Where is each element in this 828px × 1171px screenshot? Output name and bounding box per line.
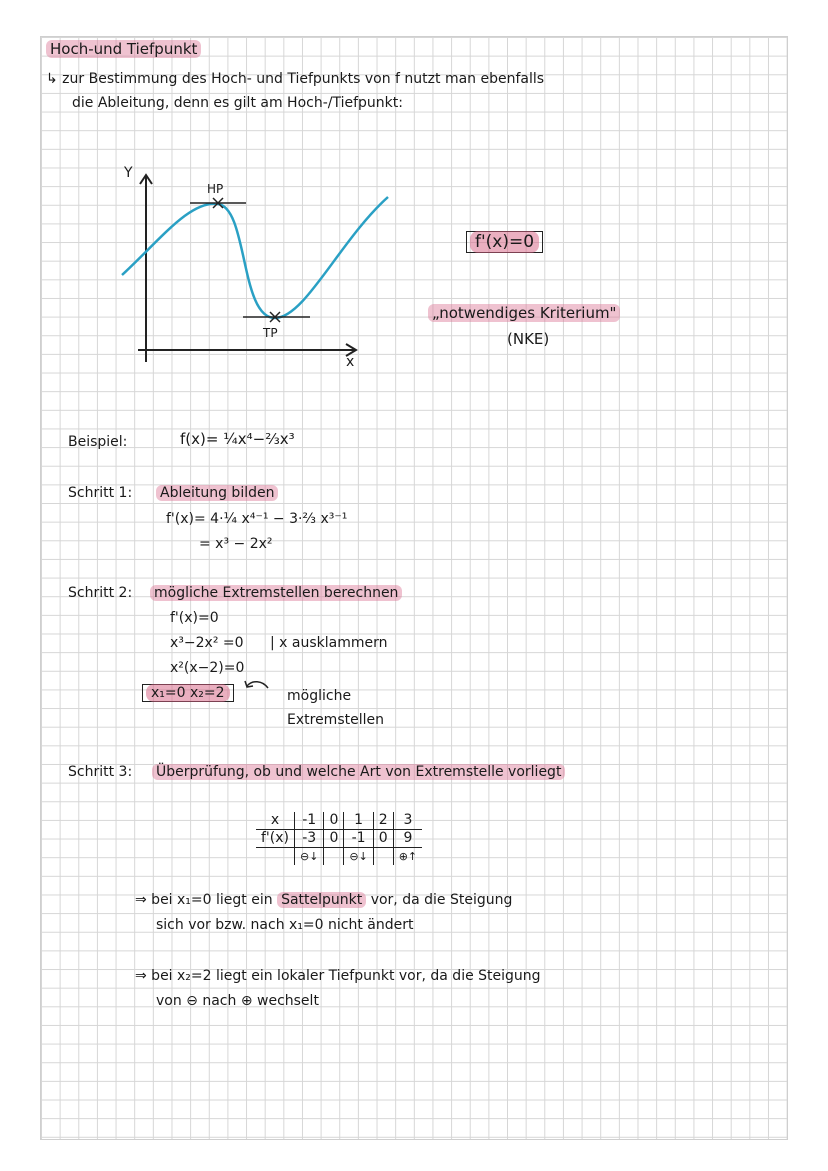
sign-cell bbox=[373, 848, 393, 866]
table-cell: 0 bbox=[373, 830, 393, 848]
step2-line2-note: | x ausklammern bbox=[270, 635, 388, 651]
table-row-label: x bbox=[256, 812, 295, 830]
step2-title: mögliche Extremstellen berechnen bbox=[150, 584, 402, 602]
sign-table bbox=[256, 812, 422, 865]
table-cell: 0 bbox=[324, 830, 344, 848]
step1-title: Ableitung bilden bbox=[156, 484, 278, 502]
conclusion2-line1: ⇒ bei x₂=2 liegt ein lokaler Tiefpunkt vor, da die Steigung bbox=[135, 968, 541, 984]
arrow-left-icon bbox=[244, 680, 274, 696]
tp-label: TP bbox=[263, 326, 278, 340]
conclusion1-line2: sich vor bzw. nach x₁=0 nicht ändert bbox=[156, 917, 414, 933]
sign-cell: ⊖↓ bbox=[344, 848, 373, 866]
table-cell: 1 bbox=[344, 812, 373, 830]
step2-label: Schritt 2: bbox=[68, 585, 133, 601]
table-cell: 0 bbox=[324, 812, 344, 830]
step2-note2: Extremstellen bbox=[287, 712, 384, 728]
x-axis-label: x bbox=[346, 354, 355, 370]
table-cell: 3 bbox=[393, 812, 422, 830]
table-cell: -1 bbox=[295, 812, 324, 830]
step1-label: Schritt 1: bbox=[68, 485, 133, 501]
step2-line3: x²(x−2)=0 bbox=[170, 660, 245, 676]
step2-line1: f'(x)=0 bbox=[170, 610, 219, 626]
step1-line2: = x³ − 2x² bbox=[199, 536, 273, 552]
step2-result: x₁=0 x₂=2 bbox=[142, 684, 234, 702]
conclusion2-line2: von ⊖ nach ⊕ wechselt bbox=[156, 993, 319, 1009]
extrema-graph bbox=[0, 0, 828, 400]
table-cell: -3 bbox=[295, 830, 324, 848]
intro-line-2: die Ableitung, denn es gilt am Hoch-/Tiefpunkt: bbox=[72, 95, 403, 111]
table-cell: 2 bbox=[373, 812, 393, 830]
table-cell: -1 bbox=[344, 830, 373, 848]
example-function: f(x)= ¼x⁴−⅔x³ bbox=[180, 430, 295, 448]
step1-line1: f'(x)= 4·¼ x⁴⁻¹ − 3·⅔ x³⁻¹ bbox=[166, 511, 348, 527]
table-cell: 9 bbox=[393, 830, 422, 848]
example-label: Beispiel: bbox=[68, 434, 128, 450]
table-row-label: f'(x) bbox=[256, 830, 295, 848]
step2-line2: x³−2x² =0 bbox=[170, 635, 244, 651]
sattelpunkt-highlight: Sattelpunkt bbox=[277, 892, 366, 908]
step2-note1: mögliche bbox=[287, 688, 352, 704]
criterion-label: „notwendiges Kriterium" bbox=[428, 304, 620, 322]
page-title: Hoch-und Tiefpunkt bbox=[46, 40, 201, 58]
y-axis-label: Y bbox=[124, 165, 133, 181]
sign-cell bbox=[324, 848, 344, 866]
intro-line-1: ↳ zur Bestimmung des Hoch- und Tiefpunkts von f nutzt man ebenfalls bbox=[46, 71, 545, 87]
step3-title: Überprüfung, ob und welche Art von Extremstelle vorliegt bbox=[152, 763, 565, 781]
sign-cell: ⊖↓ bbox=[295, 848, 324, 866]
conclusion1-line1: ⇒ bei x₁=0 liegt ein Sattelpunkt vor, da die Steigung bbox=[135, 892, 513, 908]
hp-label: HP bbox=[207, 182, 224, 196]
sign-cell: ⊕↑ bbox=[398, 850, 418, 863]
step3-label: Schritt 3: bbox=[68, 764, 133, 780]
condition-box: f'(x)=0 bbox=[466, 233, 543, 251]
criterion-abbr: (NKE) bbox=[507, 330, 550, 348]
